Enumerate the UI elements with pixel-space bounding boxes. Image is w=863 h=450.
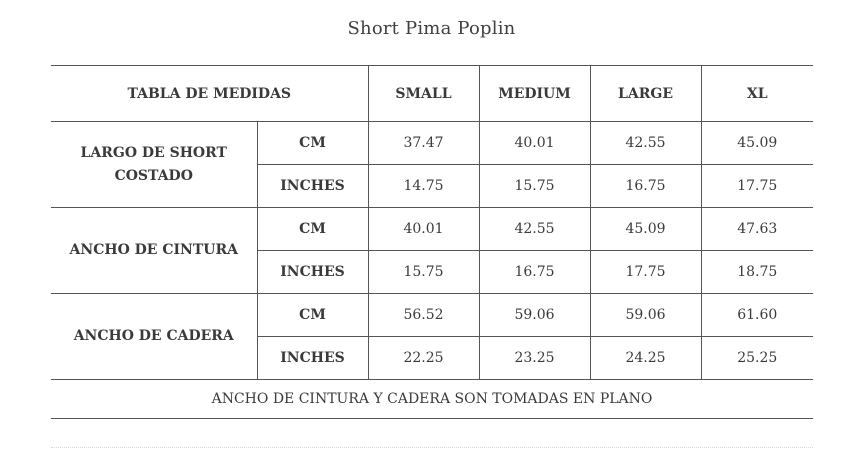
divider <box>51 447 813 449</box>
measurement-name: ANCHO DE CADERA <box>51 294 257 380</box>
value-cell: 23.25 <box>479 337 590 380</box>
size-header-large: LARGE <box>590 66 701 122</box>
footnote-row <box>51 380 813 419</box>
unit-label: CM <box>257 122 368 165</box>
unit-label: INCHES <box>257 165 368 208</box>
value-cell: 61.60 <box>701 294 813 337</box>
value-cell: 42.55 <box>479 208 590 251</box>
measurement-name: LARGO DE SHORT COSTADO <box>51 122 257 208</box>
value-cell: 47.63 <box>701 208 813 251</box>
footnote: ANCHO DE CINTURA Y CADERA SON TOMADAS EN PLANO <box>51 380 813 419</box>
unit-label: INCHES <box>257 337 368 380</box>
table-row <box>51 122 813 165</box>
value-cell: 40.01 <box>479 122 590 165</box>
measurement-name: ANCHO DE CINTURA <box>51 208 257 294</box>
value-cell: 24.25 <box>590 337 701 380</box>
size-header-small: SMALL <box>368 66 479 122</box>
value-cell: 17.75 <box>590 251 701 294</box>
unit-label: CM <box>257 294 368 337</box>
value-cell: 18.75 <box>701 251 813 294</box>
value-cell: 56.52 <box>368 294 479 337</box>
value-cell: 59.06 <box>590 294 701 337</box>
table-row <box>51 208 813 251</box>
value-cell: 42.55 <box>590 122 701 165</box>
value-cell: 16.75 <box>479 251 590 294</box>
size-header-medium: MEDIUM <box>479 66 590 122</box>
value-cell: 45.09 <box>590 208 701 251</box>
value-cell: 17.75 <box>701 165 813 208</box>
unit-label: CM <box>257 208 368 251</box>
unit-label: INCHES <box>257 251 368 294</box>
page-title: Short Pima Poplin <box>347 18 516 39</box>
value-cell: 45.09 <box>701 122 813 165</box>
value-cell: 22.25 <box>368 337 479 380</box>
value-cell: 37.47 <box>368 122 479 165</box>
value-cell: 59.06 <box>479 294 590 337</box>
value-cell: 15.75 <box>479 165 590 208</box>
size-header-xl: XL <box>701 66 813 122</box>
table-header-label: TABLA DE MEDIDAS <box>51 66 368 122</box>
table-row <box>51 294 813 337</box>
value-cell: 40.01 <box>368 208 479 251</box>
value-cell: 15.75 <box>368 251 479 294</box>
table-header-row <box>51 66 813 122</box>
value-cell: 14.75 <box>368 165 479 208</box>
size-chart-table <box>51 65 813 419</box>
value-cell: 25.25 <box>701 337 813 380</box>
value-cell: 16.75 <box>590 165 701 208</box>
